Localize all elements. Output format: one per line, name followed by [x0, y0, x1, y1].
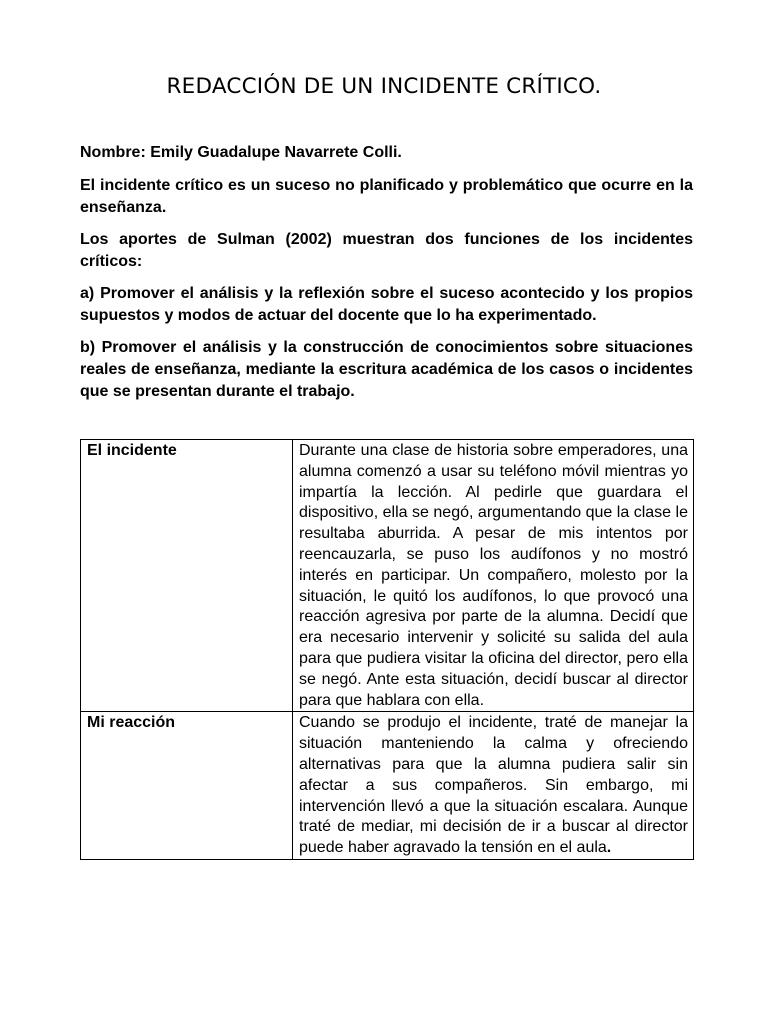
reaction-text: Cuando se produjo el incidente, traté de manejar la situación manteniendo la calma y ofreciendo alternativas para que la alumna pudiera salir sin afectar a sus compañeros. Sin embargo, mi intervención llevó a que la situación escalara. Aunque traté de mediar, mi decisión de ir a buscar al director puede haber agravado la tensión en el aula — [299, 714, 688, 857]
incident-text-cell: Durante una clase de historia sobre emperadores, una alumna comenzó a usar su teléfono móvil mientras yo impartía la lección. Al pedirle que guardara el dispositivo, ella se negó, argumentando que la clase le resultaba aburrida. A pesar de mis intentos por reencauzarla, se puso los audífonos y no mostró interés en participar. Un compañero, molesto por la situación, le quitó los audífonos, lo que provocó una reacción agresiva por parte de la alumna. Decidí que era necesario intervenir y solicité su salida del aula para que pudiera visitar la oficina del director, pero ella se negó. Ante esta situación, decidí buscar al director para que hablara con ella. — [293, 440, 694, 712]
functions-intro-paragraph: Los aportes de Sulman (2002) muestran dos funciones de los incidentes críticos: — [80, 231, 693, 270]
table-row — [81, 712, 694, 860]
reaction-text-end: . — [606, 839, 612, 857]
definition-paragraph: El incidente crítico es un suceso no planificado y problemático que ocurre en la enseñanza. — [80, 177, 693, 216]
document-title: REDACCIÓN DE UN INCIDENTE CRÍTICO. — [166, 74, 602, 99]
student-name: Nombre: Emily Guadalupe Navarrete Colli. — [80, 144, 402, 161]
document-body — [80, 142, 693, 413]
incident-label-cell: El incidente — [81, 440, 293, 712]
incident-table — [80, 439, 694, 860]
function-b-paragraph: b) Promover el análisis y la construcción de conocimientos sobre situaciones reales de enseñanza, mediante la escritura académica de los casos o incidentes que se presentan durante el trabajo. — [80, 339, 693, 400]
reaction-label-cell: Mi reacción — [81, 712, 293, 860]
table-row — [81, 440, 694, 712]
function-a-paragraph: a) Promover el análisis y la reflexión sobre el suceso acontecido y los propios supuestos y modos de actuar del docente que lo ha experimentado. — [80, 285, 693, 324]
reaction-text-cell — [293, 712, 694, 860]
